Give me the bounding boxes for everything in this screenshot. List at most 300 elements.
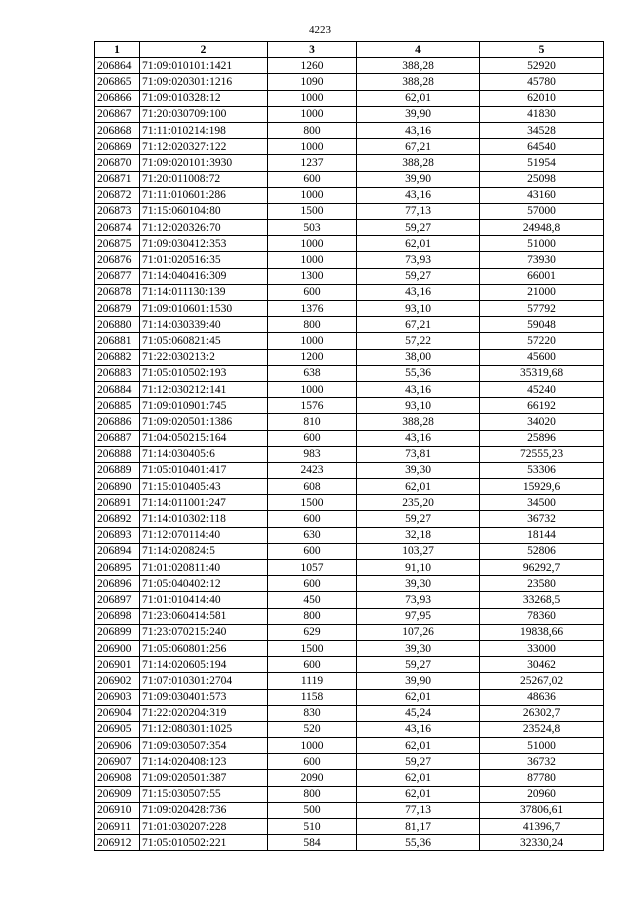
value-cell: 78360: [480, 608, 604, 624]
table-row: [95, 819, 604, 835]
row-number-cell: 206875: [95, 236, 140, 252]
rate-cell: 39,90: [357, 673, 480, 689]
area-cell: 520: [268, 721, 357, 737]
area-cell: 600: [268, 511, 357, 527]
rate-cell: 62,01: [357, 689, 480, 705]
table-row: [95, 657, 604, 673]
area-cell: 1158: [268, 689, 357, 705]
row-number-cell: 206873: [95, 203, 140, 219]
value-cell: 18144: [480, 527, 604, 543]
table-row: [95, 786, 604, 802]
area-cell: 608: [268, 479, 357, 495]
value-cell: 51000: [480, 236, 604, 252]
value-cell: 33000: [480, 640, 604, 656]
cadastral-number-cell: 71:09:030401:573: [140, 689, 268, 705]
value-cell: 96292,7: [480, 560, 604, 576]
cadastral-number-cell: 71:15:060104:80: [140, 203, 268, 219]
value-cell: 34020: [480, 414, 604, 430]
table-row: [95, 608, 604, 624]
row-number-cell: 206892: [95, 511, 140, 527]
row-number-cell: 206884: [95, 381, 140, 397]
table-row: [95, 527, 604, 543]
cadastral-number-cell: 71:05:010502:193: [140, 365, 268, 381]
value-cell: 20960: [480, 786, 604, 802]
cadastral-number-cell: 71:14:020408:123: [140, 754, 268, 770]
table-row: [95, 333, 604, 349]
rate-cell: 38,00: [357, 349, 480, 365]
cadastral-number-cell: 71:22:030213:2: [140, 349, 268, 365]
row-number-cell: 206879: [95, 301, 140, 317]
row-number-cell: 206891: [95, 495, 140, 511]
rate-cell: 39,30: [357, 576, 480, 592]
cadastral-number-cell: 71:05:040402:12: [140, 576, 268, 592]
area-cell: 1057: [268, 560, 357, 576]
table-row: [95, 58, 604, 74]
value-cell: 32330,24: [480, 835, 604, 851]
row-number-cell: 206910: [95, 802, 140, 818]
cadastral-number-cell: 71:14:030405:6: [140, 446, 268, 462]
row-number-cell: 206912: [95, 835, 140, 851]
rate-cell: 235,20: [357, 495, 480, 511]
cadastral-number-cell: 71:20:011008:72: [140, 171, 268, 187]
cadastral-number-cell: 71:09:020501:387: [140, 770, 268, 786]
row-number-cell: 206885: [95, 398, 140, 414]
cadastral-number-cell: 71:09:020428:736: [140, 802, 268, 818]
value-cell: 87780: [480, 770, 604, 786]
row-number-cell: 206902: [95, 673, 140, 689]
row-number-cell: 206883: [95, 365, 140, 381]
row-number-cell: 206909: [95, 786, 140, 802]
value-cell: 25098: [480, 171, 604, 187]
table-row: [95, 187, 604, 203]
value-cell: 21000: [480, 284, 604, 300]
area-cell: 1000: [268, 333, 357, 349]
table-row: [95, 430, 604, 446]
cadastral-number-cell: 71:05:060821:45: [140, 333, 268, 349]
area-cell: 1500: [268, 495, 357, 511]
rate-cell: 43,16: [357, 381, 480, 397]
table-row: [95, 155, 604, 171]
area-cell: 1000: [268, 187, 357, 203]
table-row: [95, 624, 604, 640]
value-cell: 52806: [480, 543, 604, 559]
cadastral-number-cell: 71:23:060414:581: [140, 608, 268, 624]
cadastral-number-cell: 71:11:010601:286: [140, 187, 268, 203]
row-number-cell: 206911: [95, 819, 140, 835]
rate-cell: 39,30: [357, 462, 480, 478]
table-row: [95, 220, 604, 236]
row-number-cell: 206871: [95, 171, 140, 187]
row-number-cell: 206895: [95, 560, 140, 576]
table-row: [95, 738, 604, 754]
row-number-cell: 206901: [95, 657, 140, 673]
row-number-cell: 206887: [95, 430, 140, 446]
rate-cell: 77,13: [357, 802, 480, 818]
cadastral-number-cell: 71:05:060801:256: [140, 640, 268, 656]
cadastral-number-cell: 71:14:040416:309: [140, 268, 268, 284]
cadastral-number-cell: 71:09:010101:1421: [140, 58, 268, 74]
rate-cell: 93,10: [357, 398, 480, 414]
cadastral-number-cell: 71:15:030507:55: [140, 786, 268, 802]
table-row: [95, 171, 604, 187]
value-cell: 25267,02: [480, 673, 604, 689]
cadastral-number-cell: 71:09:030412:353: [140, 236, 268, 252]
cadastral-number-cell: 71:04:050215:164: [140, 430, 268, 446]
cadastral-number-cell: 71:01:020811:40: [140, 560, 268, 576]
area-cell: 800: [268, 122, 357, 138]
value-cell: 23524,8: [480, 721, 604, 737]
rate-cell: 39,90: [357, 171, 480, 187]
rate-cell: 73,81: [357, 446, 480, 462]
cadastral-number-cell: 71:14:011001:247: [140, 495, 268, 511]
area-cell: 600: [268, 543, 357, 559]
cadastral-number-cell: 71:09:020301:1216: [140, 74, 268, 90]
row-number-cell: 206897: [95, 592, 140, 608]
value-cell: 37806,61: [480, 802, 604, 818]
rate-cell: 73,93: [357, 592, 480, 608]
cadastral-number-cell: 71:12:020326:70: [140, 220, 268, 236]
table-row: [95, 462, 604, 478]
row-number-cell: 206908: [95, 770, 140, 786]
column-header-4: 4: [357, 42, 480, 58]
table-row: [95, 754, 604, 770]
cadastral-number-cell: 71:14:020605:194: [140, 657, 268, 673]
cadastral-number-cell: 71:07:010301:2704: [140, 673, 268, 689]
rate-cell: 62,01: [357, 90, 480, 106]
value-cell: 48636: [480, 689, 604, 705]
area-cell: 1500: [268, 203, 357, 219]
value-cell: 34528: [480, 122, 604, 138]
cadastral-number-cell: 71:09:010328:12: [140, 90, 268, 106]
cadastral-number-cell: 71:12:070114:40: [140, 527, 268, 543]
row-number-cell: 206907: [95, 754, 140, 770]
table-body: [95, 58, 604, 851]
cadastral-number-cell: 71:09:010901:745: [140, 398, 268, 414]
area-cell: 1200: [268, 349, 357, 365]
rate-cell: 388,28: [357, 155, 480, 171]
rate-cell: 107,26: [357, 624, 480, 640]
area-cell: 1000: [268, 738, 357, 754]
cadastral-number-cell: 71:09:020101:3930: [140, 155, 268, 171]
value-cell: 73930: [480, 252, 604, 268]
row-number-cell: 206881: [95, 333, 140, 349]
value-cell: 51000: [480, 738, 604, 754]
table-row: [95, 236, 604, 252]
value-cell: 41396,7: [480, 819, 604, 835]
row-number-cell: 206903: [95, 689, 140, 705]
table-row: [95, 770, 604, 786]
value-cell: 43160: [480, 187, 604, 203]
row-number-cell: 206870: [95, 155, 140, 171]
value-cell: 23580: [480, 576, 604, 592]
area-cell: 600: [268, 754, 357, 770]
rate-cell: 388,28: [357, 414, 480, 430]
row-number-cell: 206906: [95, 738, 140, 754]
value-cell: 34500: [480, 495, 604, 511]
row-number-cell: 206876: [95, 252, 140, 268]
table-row: [95, 122, 604, 138]
value-cell: 15929,6: [480, 479, 604, 495]
row-number-cell: 206904: [95, 705, 140, 721]
area-cell: 1000: [268, 381, 357, 397]
cadastral-number-cell: 71:22:020204:319: [140, 705, 268, 721]
cadastral-number-cell: 71:05:010401:417: [140, 462, 268, 478]
cadastral-number-cell: 71:09:020501:1386: [140, 414, 268, 430]
area-cell: 1376: [268, 301, 357, 317]
row-number-cell: 206888: [95, 446, 140, 462]
rate-cell: 62,01: [357, 738, 480, 754]
rate-cell: 59,27: [357, 268, 480, 284]
table-row: [95, 381, 604, 397]
cadastral-number-cell: 71:01:010414:40: [140, 592, 268, 608]
area-cell: 830: [268, 705, 357, 721]
value-cell: 45600: [480, 349, 604, 365]
area-cell: 1000: [268, 90, 357, 106]
value-cell: 57792: [480, 301, 604, 317]
cadastral-number-cell: 71:12:080301:1025: [140, 721, 268, 737]
row-number-cell: 206898: [95, 608, 140, 624]
rate-cell: 43,16: [357, 284, 480, 300]
cadastral-number-cell: 71:14:011130:139: [140, 284, 268, 300]
table-row: [95, 317, 604, 333]
rate-cell: 62,01: [357, 786, 480, 802]
area-cell: 1000: [268, 139, 357, 155]
area-cell: 2423: [268, 462, 357, 478]
area-cell: 600: [268, 284, 357, 300]
rate-cell: 103,27: [357, 543, 480, 559]
table-row: [95, 835, 604, 851]
area-cell: 600: [268, 657, 357, 673]
value-cell: 53306: [480, 462, 604, 478]
area-cell: 1119: [268, 673, 357, 689]
cadastral-number-cell: 71:09:030507:354: [140, 738, 268, 754]
rate-cell: 73,93: [357, 252, 480, 268]
value-cell: 51954: [480, 155, 604, 171]
cadastral-number-cell: 71:12:030212:141: [140, 381, 268, 397]
value-cell: 57000: [480, 203, 604, 219]
table-row: [95, 90, 604, 106]
rate-cell: 39,90: [357, 106, 480, 122]
rate-cell: 62,01: [357, 770, 480, 786]
rate-cell: 39,30: [357, 640, 480, 656]
value-cell: 45780: [480, 74, 604, 90]
row-number-cell: 206880: [95, 317, 140, 333]
rate-cell: 55,36: [357, 365, 480, 381]
table-row: [95, 673, 604, 689]
row-number-cell: 206905: [95, 721, 140, 737]
value-cell: 52920: [480, 58, 604, 74]
row-number-cell: 206872: [95, 187, 140, 203]
area-cell: 810: [268, 414, 357, 430]
area-cell: 1500: [268, 640, 357, 656]
row-number-cell: 206899: [95, 624, 140, 640]
rate-cell: 43,16: [357, 122, 480, 138]
cadastral-number-cell: 71:05:010502:221: [140, 835, 268, 851]
area-cell: 1000: [268, 106, 357, 122]
value-cell: 36732: [480, 754, 604, 770]
table-row: [95, 301, 604, 317]
column-header-2: 2: [140, 42, 268, 58]
area-cell: 1300: [268, 268, 357, 284]
table-row: [95, 106, 604, 122]
cadastral-number-cell: 71:09:010601:1530: [140, 301, 268, 317]
cadastral-number-cell: 71:01:020516:35: [140, 252, 268, 268]
value-cell: 62010: [480, 90, 604, 106]
area-cell: 800: [268, 786, 357, 802]
row-number-cell: 206865: [95, 74, 140, 90]
table-row: [95, 721, 604, 737]
table-row: [95, 543, 604, 559]
value-cell: 19838,66: [480, 624, 604, 640]
row-number-cell: 206874: [95, 220, 140, 236]
table-row: [95, 414, 604, 430]
area-cell: 629: [268, 624, 357, 640]
rate-cell: 67,21: [357, 139, 480, 155]
table-row: [95, 349, 604, 365]
value-cell: 57220: [480, 333, 604, 349]
row-number-cell: 206866: [95, 90, 140, 106]
table-row: [95, 252, 604, 268]
value-cell: 41830: [480, 106, 604, 122]
area-cell: 983: [268, 446, 357, 462]
value-cell: 25896: [480, 430, 604, 446]
cadastral-number-cell: 71:14:010302:118: [140, 511, 268, 527]
rate-cell: 59,27: [357, 754, 480, 770]
area-cell: 600: [268, 171, 357, 187]
table-row: [95, 365, 604, 381]
rate-cell: 388,28: [357, 58, 480, 74]
table-row: [95, 268, 604, 284]
rate-cell: 81,17: [357, 819, 480, 835]
cadastral-number-cell: 71:14:020824:5: [140, 543, 268, 559]
area-cell: 1000: [268, 236, 357, 252]
area-cell: 630: [268, 527, 357, 543]
rate-cell: 62,01: [357, 479, 480, 495]
rate-cell: 59,27: [357, 657, 480, 673]
area-cell: 1260: [268, 58, 357, 74]
table-row: [95, 446, 604, 462]
rate-cell: 57,22: [357, 333, 480, 349]
row-number-cell: 206900: [95, 640, 140, 656]
table-row: [95, 495, 604, 511]
rate-cell: 45,24: [357, 705, 480, 721]
row-number-cell: 206894: [95, 543, 140, 559]
rate-cell: 55,36: [357, 835, 480, 851]
value-cell: 33268,5: [480, 592, 604, 608]
area-cell: 600: [268, 430, 357, 446]
row-number-cell: 206877: [95, 268, 140, 284]
value-cell: 30462: [480, 657, 604, 673]
row-number-cell: 206864: [95, 58, 140, 74]
table-row: [95, 284, 604, 300]
rate-cell: 32,18: [357, 527, 480, 543]
value-cell: 35319,68: [480, 365, 604, 381]
value-cell: 24948,8: [480, 220, 604, 236]
row-number-cell: 206886: [95, 414, 140, 430]
value-cell: 36732: [480, 511, 604, 527]
row-number-cell: 206878: [95, 284, 140, 300]
cadastral-number-cell: 71:11:010214:198: [140, 122, 268, 138]
rate-cell: 43,16: [357, 721, 480, 737]
area-cell: 500: [268, 802, 357, 818]
column-header-5: 5: [480, 42, 604, 58]
rate-cell: 91,10: [357, 560, 480, 576]
area-cell: 584: [268, 835, 357, 851]
area-cell: 800: [268, 608, 357, 624]
area-cell: 800: [268, 317, 357, 333]
row-number-cell: 206882: [95, 349, 140, 365]
area-cell: 1576: [268, 398, 357, 414]
cadastral-number-cell: 71:14:030339:40: [140, 317, 268, 333]
rate-cell: 77,13: [357, 203, 480, 219]
table-row: [95, 802, 604, 818]
rate-cell: 62,01: [357, 236, 480, 252]
row-number-cell: 206896: [95, 576, 140, 592]
column-header-1: 1: [95, 42, 140, 58]
area-cell: 1090: [268, 74, 357, 90]
rate-cell: 43,16: [357, 430, 480, 446]
area-cell: 1237: [268, 155, 357, 171]
table-row: [95, 689, 604, 705]
value-cell: 66001: [480, 268, 604, 284]
row-number-cell: 206867: [95, 106, 140, 122]
area-cell: 638: [268, 365, 357, 381]
row-number-cell: 206868: [95, 122, 140, 138]
area-cell: 2090: [268, 770, 357, 786]
rate-cell: 43,16: [357, 187, 480, 203]
cadastral-number-cell: 71:12:020327:122: [140, 139, 268, 155]
page-number: 4223: [309, 24, 331, 36]
table-row: [95, 560, 604, 576]
rate-cell: 59,27: [357, 511, 480, 527]
table-row: [95, 139, 604, 155]
rate-cell: 59,27: [357, 220, 480, 236]
rate-cell: 93,10: [357, 301, 480, 317]
table-row: [95, 479, 604, 495]
value-cell: 26302,7: [480, 705, 604, 721]
area-cell: 1000: [268, 252, 357, 268]
cadastral-number-cell: 71:20:030709:100: [140, 106, 268, 122]
rate-cell: 388,28: [357, 74, 480, 90]
table-row: [95, 705, 604, 721]
data-table: [94, 41, 604, 851]
column-header-3: 3: [268, 42, 357, 58]
value-cell: 64540: [480, 139, 604, 155]
table-row: [95, 592, 604, 608]
table-row: [95, 203, 604, 219]
value-cell: 72555,23: [480, 446, 604, 462]
table-row: [95, 576, 604, 592]
rate-cell: 67,21: [357, 317, 480, 333]
rate-cell: 97,95: [357, 608, 480, 624]
table-row: [95, 74, 604, 90]
row-number-cell: 206890: [95, 479, 140, 495]
table-row: [95, 640, 604, 656]
row-number-cell: 206893: [95, 527, 140, 543]
row-number-cell: 206869: [95, 139, 140, 155]
value-cell: 45240: [480, 381, 604, 397]
value-cell: 66192: [480, 398, 604, 414]
table-row: [95, 511, 604, 527]
table-row: [95, 398, 604, 414]
row-number-cell: 206889: [95, 462, 140, 478]
area-cell: 503: [268, 220, 357, 236]
table-header-row: [95, 42, 604, 58]
cadastral-number-cell: 71:01:030207:228: [140, 819, 268, 835]
cadastral-number-cell: 71:23:070215:240: [140, 624, 268, 640]
area-cell: 450: [268, 592, 357, 608]
cadastral-number-cell: 71:15:010405:43: [140, 479, 268, 495]
